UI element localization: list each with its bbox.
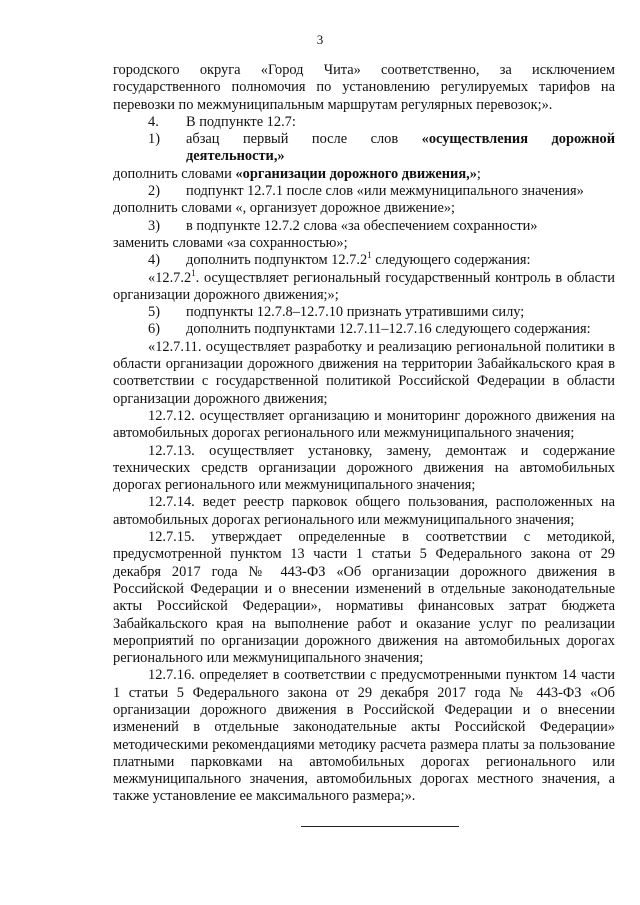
subitem-4 [113, 252, 615, 269]
item-number: 1) [148, 131, 160, 148]
item-text: подпункты 12.7.8–12.7.10 признать утратившими силу; [186, 304, 525, 321]
subclause-12-7-13: 12.7.13. осуществляет установку, замену, демонтаж и содержание технических средств организации дорожного движения на автомобильных дорогах регионального или межмуниципального значения; [113, 442, 615, 494]
end-divider-line [301, 826, 459, 827]
document-body [113, 62, 615, 806]
subclause-12-7-14: 12.7.14. ведет реестр парковок общего пользования, расположенных на автомобильных дорогах регионального или межмуниципального значения; [113, 494, 615, 528]
subitem-1 [113, 131, 615, 166]
subitem-6 [113, 321, 615, 338]
item-number: 5) [148, 304, 160, 321]
subclause-12-7-12: 12.7.12. осуществляет организацию и мониторинг дорожного движения на автомобильных дорогах регионального или межмуниципального значения; [113, 407, 615, 442]
subitem-2-continuation: дополнить словами «, организует дорожное движение»; [113, 200, 456, 217]
subclause-12-7-15: 12.7.15. утверждает определенные в соответствии с методикой, предусмотренной пунктом 13 части 1 статьи 5 Федерального закона от 29 декабря 2017 года № 443-ФЗ «Об организации дорожного движения в Российской Федерации и о внесении изменений в отдельные законодательные акты Российской Федерации», нормативы финансовых затрат бюджета Забайкальского края на выполнение работ и оказание услуг по реализации мероприятий по организации дорожного движения на автомобильных дорогах регионального или межмуниципального значения; [113, 529, 615, 667]
item-number: 2) [148, 183, 160, 200]
item-text: абзац первый после слов «осуществления дорожной деятельности,» [186, 131, 615, 165]
subclause-12-7-11: «12.7.11. осуществляет разработку и реализацию региональной политики в области организации дорожного движения на территории Забайкальского края в соответствии с государственной политикой Российской Федерации в области организации дорожного движения; [113, 338, 615, 407]
item-text: в подпункте 12.7.2 слова «за обеспечением сохранности» [186, 217, 538, 234]
subitem-2 [113, 183, 615, 200]
item-number: 3) [148, 217, 160, 234]
subitem-5 [113, 304, 615, 321]
section-4-heading [113, 114, 615, 131]
item-number: 6) [148, 321, 160, 338]
subitem-1-continuation: дополнить словами «организации дорожного движения,»; [113, 165, 481, 182]
page-number: 3 [316, 32, 324, 47]
item-number: 4. [148, 113, 159, 130]
subclause-12-7-16: 12.7.16. определяет в соответствии с предусмотренными пунктом 14 части 1 статьи 5 Федерального закона от 29 декабря 2017 года № 443-ФЗ «Об организации дорожного движения в Российской Федерации и о внесении изменений в отдельные законодательные акты Российской Федерации» методическими рекомендациями методику расчета размера платы за пользование платными парковками на автомобильных дорогах регионального или межмуниципального значения, автомобильных дорогах местного значения, а также установление ее максимального размера;». [113, 667, 615, 805]
paragraph-continuation: городского округа «Город Чита» соответственно, за исключением государственного полномочия по установлению регулируемых тарифов на перевозки по межмуниципальным маршрутам регулярных перевозок;». [113, 62, 615, 113]
subitem-3 [113, 218, 615, 235]
item-number: 4) [148, 252, 160, 269]
subitem-3-continuation: заменить словами «за сохранностью»; [113, 234, 348, 251]
item-text: дополнить подпунктами 12.7.11–12.7.16 следующего содержания: [186, 321, 591, 338]
item-text: В подпункте 12.7: [186, 113, 296, 130]
item-text: подпункт 12.7.1 после слов «или межмуниципального значения» [186, 183, 584, 200]
quoted-subclause-12-7-2-1: «12.7.2$^1$. осуществляет региональный государственный контроль в области организации дорожного движения;»; [113, 267, 615, 303]
item-text: дополнить подпунктом 12.7.2$^1$ следующего содержания: [186, 250, 531, 269]
